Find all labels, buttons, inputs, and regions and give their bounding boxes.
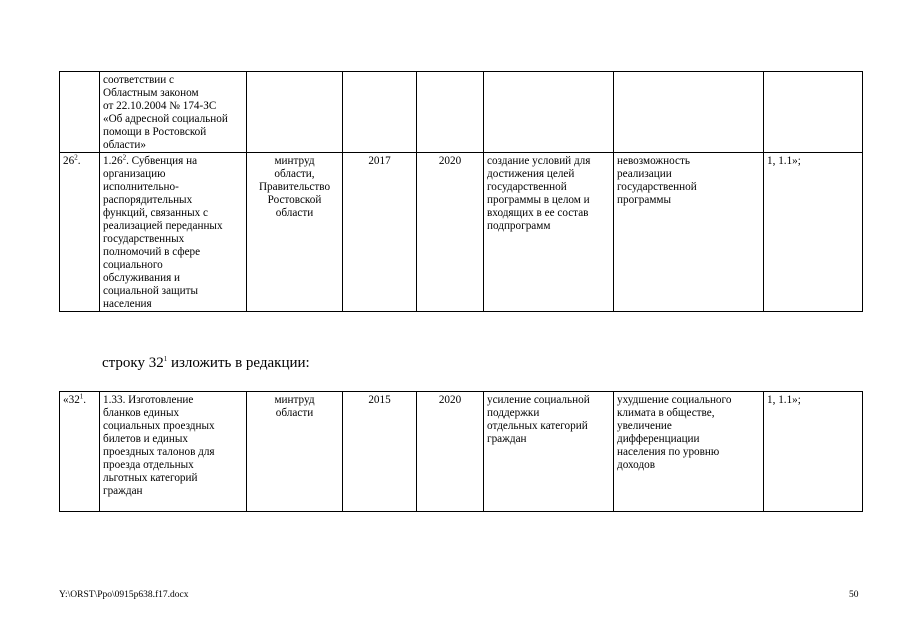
cell-consequences: ухудшение социального климата в обществе, увеличение дифференциации населения по уровню доходов	[614, 392, 764, 512]
cell-name: 1.33. Изготовление бланков единых социальных проездных билетов и единых проездных талонов для проезда отдельных льготных категорий граждан	[100, 392, 247, 512]
program-table-amended-row	[59, 391, 863, 512]
table-row-continuation	[60, 72, 863, 153]
cell-executor: минтруд области, Правительство Ростовской области	[247, 153, 343, 312]
cell-consequences: невозможность реализации государственной программы	[614, 153, 764, 312]
cell-number: $26^2$.	[60, 153, 100, 312]
cell-end-year	[417, 72, 484, 153]
cell-start-year	[343, 72, 417, 153]
cell-result: создание условий для достижения целей государственной программы в целом и входящих в ее состав подпрограмм	[484, 153, 614, 312]
cell-executor	[247, 72, 343, 153]
cell-end-year: 2020	[417, 153, 484, 312]
cell-links	[764, 72, 863, 153]
cell-result	[484, 72, 614, 153]
amendment-instruction: строку $32^1$ изложить в редакции:	[102, 355, 310, 371]
cell-number	[60, 72, 100, 153]
cell-start-year: 2015	[343, 392, 417, 512]
cell-executor: минтруд области	[247, 392, 343, 512]
table-row-26-2	[60, 153, 863, 312]
footer-file-path: Y:\ORST\Ppo\0915p638.f17.docx	[59, 590, 189, 600]
program-table-continued	[59, 71, 863, 312]
cell-links: 1, 1.1»;	[764, 153, 863, 312]
cell-number: «$32^1$.	[60, 392, 100, 512]
cell-start-year: 2017	[343, 153, 417, 312]
cell-name: соответствии с Областным законом от 22.10.2004 № 174-ЗС «Об адресной социальной помощи в Ростовской области»	[100, 72, 247, 153]
cell-result: усиление социальной поддержки отдельных категорий граждан	[484, 392, 614, 512]
cell-consequences	[614, 72, 764, 153]
table-row-32-1	[60, 392, 863, 512]
page-number: 50	[849, 590, 859, 600]
cell-end-year: 2020	[417, 392, 484, 512]
cell-links: 1, 1.1»;	[764, 392, 863, 512]
cell-name: 1.26$^2$. Субвенция на организацию исполнительно- распорядительных функций, связанных с реализацией переданных государственных полномочий в сфере социального обслуживания и социальной защиты населения	[100, 153, 247, 312]
